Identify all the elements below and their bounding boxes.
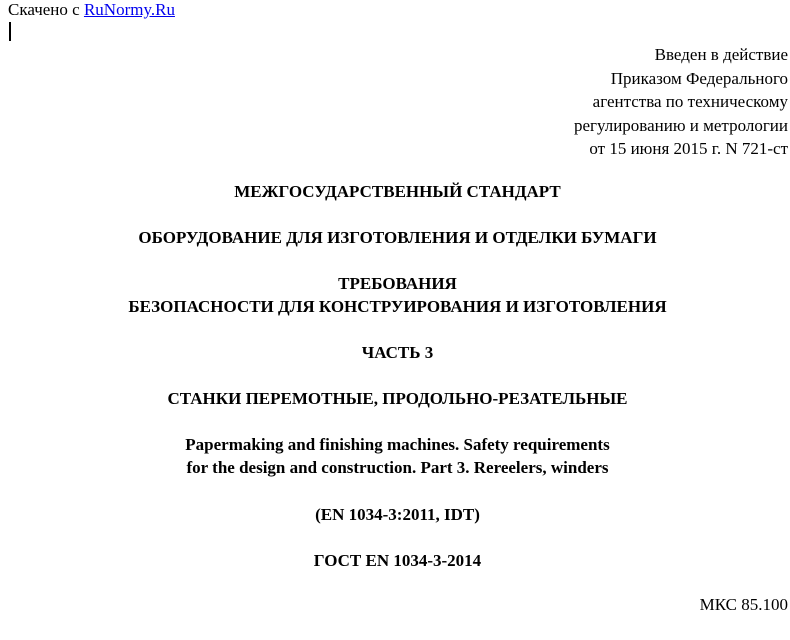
source-prefix: Скачено с bbox=[8, 0, 84, 19]
requirements-line-1: ТРЕБОВАНИЯ bbox=[338, 274, 457, 293]
source-line bbox=[8, 0, 175, 20]
enactment-line: Введен в действие bbox=[654, 45, 788, 64]
mks-code: МКС 85.100 bbox=[699, 595, 788, 614]
text-cursor bbox=[9, 22, 11, 41]
standard-title: ОБОРУДОВАНИЕ ДЛЯ ИЗГОТОВЛЕНИЯ И ОТДЕЛКИ БУМАГИ bbox=[138, 228, 657, 247]
english-title-line-1: Papermaking and finishing machines. Safety requirements bbox=[185, 435, 610, 454]
enactment-line: регулированию и метрологии bbox=[573, 115, 788, 135]
enactment-line: агентства по техническому bbox=[592, 92, 788, 111]
standard-type: МЕЖГОСУДАРСТВЕННЫЙ СТАНДАРТ bbox=[234, 182, 561, 201]
gost-number: ГОСТ EN 1034-3-2014 bbox=[313, 551, 482, 570]
enactment-block bbox=[574, 43, 788, 161]
part-title: СТАНКИ ПЕРЕМОТНЫЕ, ПРОДОЛЬНО-РЕЗАТЕЛЬНЫЕ bbox=[167, 389, 628, 408]
english-title-line-2: for the design and construction. Part 3. Rereelers, winders bbox=[186, 458, 609, 477]
requirements-line-2: БЕЗОПАСНОСТИ ДЛЯ КОНСТРУИРОВАНИЯ И ИЗГОТОВЛЕНИЯ bbox=[128, 297, 667, 316]
part-number: ЧАСТЬ 3 bbox=[361, 343, 434, 362]
source-link[interactable]: RuNormy.Ru bbox=[83, 0, 175, 19]
en-reference: (EN 1034-3:2011, IDT) bbox=[315, 505, 480, 524]
enactment-line: Приказом Федерального bbox=[610, 68, 788, 88]
enactment-line: от 15 июня 2015 г. N 721-ст bbox=[589, 139, 788, 158]
